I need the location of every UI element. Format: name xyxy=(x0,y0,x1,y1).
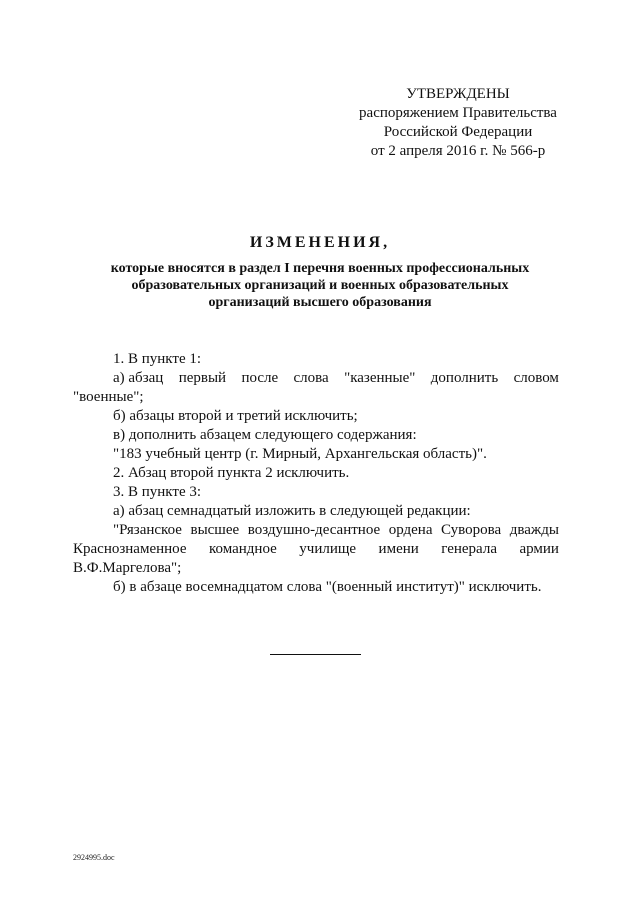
paragraph-9-word: ордена xyxy=(388,522,433,538)
paragraph-9-word: генерала xyxy=(441,541,497,557)
approval-line-1: распоряжением Правительства xyxy=(359,105,557,121)
paragraph-10: б) в абзаце восемнадцатом слова "(военный институт)" исключить. xyxy=(113,579,542,595)
paragraph-2-word: после xyxy=(241,370,279,386)
paragraph-9-word: Суворова xyxy=(441,522,502,538)
paragraph-3: б) абзацы второй и третий исключить; xyxy=(113,408,358,424)
paragraph-8: а) абзац семнадцатый изложить в следующей редакции: xyxy=(113,503,471,519)
paragraph-9-word: армии xyxy=(519,541,559,557)
paragraph-9-word: училище xyxy=(299,541,357,557)
subtitle-line-3: организаций высшего образования xyxy=(208,295,432,310)
paragraph-9-line-2 xyxy=(73,540,559,559)
paragraph-2-continuation: "военные"; xyxy=(73,389,144,405)
approval-block xyxy=(358,85,558,161)
paragraph-1: 1. В пункте 1: xyxy=(113,351,202,367)
paragraph-2-word: "казенные" xyxy=(344,370,416,386)
approval-line-3: от 2 апреля 2016 г. № 566-р xyxy=(370,143,546,159)
file-code: 2924995.doc xyxy=(73,853,115,862)
subtitle-line-1: которые вносятся в раздел I перечня военных профессиональных xyxy=(110,261,530,276)
paragraph-2-word: первый xyxy=(178,370,227,386)
paragraph-9-word: "Рязанское xyxy=(113,522,182,538)
paragraph-9-word: высшее xyxy=(190,522,240,538)
paragraph-7: 3. В пункте 3: xyxy=(113,484,202,500)
paragraph-2 xyxy=(73,369,559,388)
paragraph-5: "183 учебный центр (г. Мирный, Архангельская область)". xyxy=(113,446,487,462)
document-subtitle xyxy=(70,260,570,311)
paragraph-9-word: дважды xyxy=(509,522,559,538)
paragraph-9-word: командное xyxy=(208,541,277,557)
paragraph-9-word: имени xyxy=(378,541,419,557)
paragraph-2-word: дополнить xyxy=(430,370,499,386)
paragraph-2-word: а) абзац xyxy=(113,370,164,386)
subtitle-line-2: образовательных организаций и военных образовательных xyxy=(131,278,509,293)
closing-rule xyxy=(270,654,361,655)
paragraph-2-word: словом xyxy=(513,370,559,386)
paragraph-9-word: Краснознаменное xyxy=(73,541,187,557)
paragraph-9-word: воздушно-десантное xyxy=(247,522,381,538)
paragraph-9-end: В.Ф.Маргелова"; xyxy=(73,560,182,576)
document-body xyxy=(73,350,559,597)
approval-line-2: Российской Федерации xyxy=(383,124,533,140)
document-title: ИЗМЕНЕНИЯ, xyxy=(249,234,391,251)
approval-heading: УТВЕРЖДЕНЫ xyxy=(406,86,510,102)
paragraph-6: 2. Абзац второй пункта 2 исключить. xyxy=(113,465,350,481)
paragraph-9 xyxy=(73,521,559,540)
paragraph-2-word: слова xyxy=(293,370,329,386)
paragraph-4: в) дополнить абзацем следующего содержания: xyxy=(113,427,417,443)
